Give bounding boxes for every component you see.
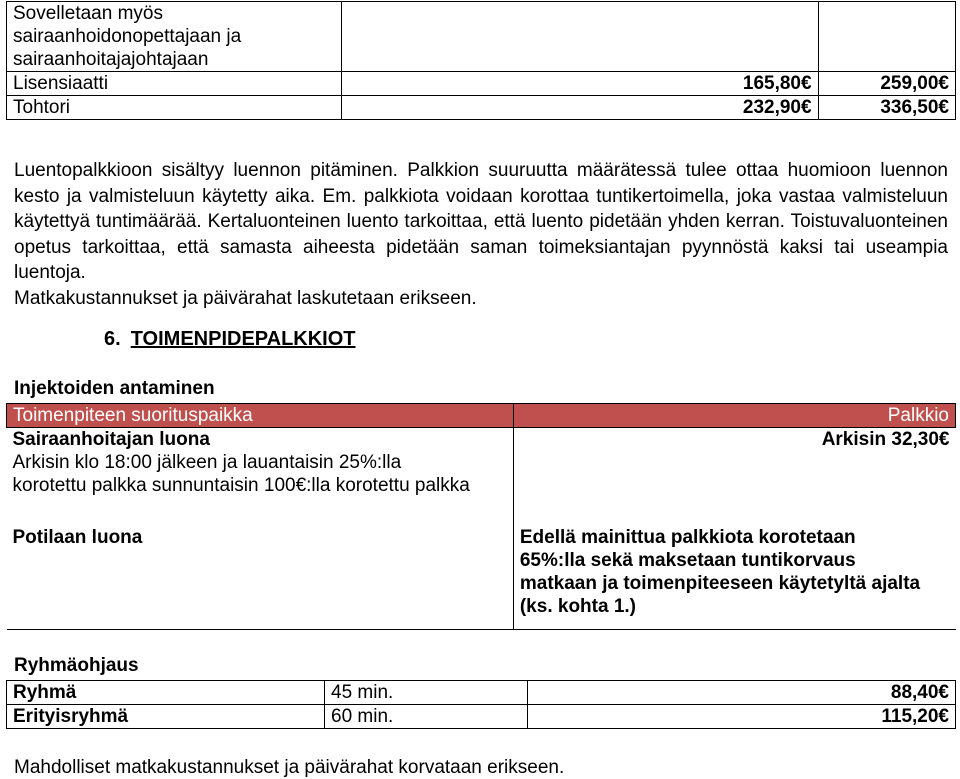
section-number: 6. <box>104 328 121 350</box>
table-row <box>7 705 956 729</box>
table-row <box>7 428 956 452</box>
group-label: Erityisryhmä <box>7 705 325 729</box>
section-heading <box>104 328 356 351</box>
fee-row-value2: 259,00€ <box>818 72 955 96</box>
procedure-table <box>6 403 956 630</box>
travel-costs-note: Matkakustannukset ja päivärahat laskutetaan erikseen. <box>14 287 477 309</box>
group-fee: 88,40€ <box>528 681 956 705</box>
header-fee: Palkkio <box>513 404 955 428</box>
fee-row-value2: 336,50€ <box>818 96 955 120</box>
fee-table <box>6 1 956 120</box>
lecture-paragraph <box>14 158 948 311</box>
empty-cell <box>513 451 955 526</box>
group-label: Ryhmä <box>7 681 325 705</box>
footer-note: Mahdolliset matkakustannukset ja päivärahat korvataan erikseen. <box>14 757 565 778</box>
table-row <box>7 72 956 96</box>
table-row <box>7 451 956 526</box>
fee-table-empty-cell <box>341 2 818 72</box>
nurse-surcharge-note: Arkisin klo 18:00 jälkeen ja lauantaisin 25%:lla korotettu palkka sunnuntaisin 100€:lla korotettu palkka <box>12 452 470 496</box>
group-guidance-heading: Ryhmäohjaus <box>14 655 139 676</box>
table-row <box>7 96 956 120</box>
injections-heading: Injektoiden antaminen <box>14 378 215 399</box>
fee-row-value1: 165,80€ <box>341 72 818 96</box>
fee-patient: Edellä mainittua palkkiota korotetaan 65%:lla sekä maksetaan tuntikorvaus matkaan ja toimenpiteeseen käytetyltä ajalta (ks. kohta 1.) <box>513 526 955 630</box>
fee-row-label: Lisensiaatti <box>7 72 342 96</box>
place-patient: Potilaan luona <box>7 526 514 630</box>
group-duration: 45 min. <box>325 681 528 705</box>
group-table <box>6 680 956 729</box>
table-row <box>7 681 956 705</box>
place-nurse: Sairaanhoitajan luona <box>12 429 210 450</box>
fee-row-value1: 232,90€ <box>341 96 818 120</box>
fee-row-label: Tohtori <box>7 96 342 120</box>
header-place: Toimenpiteen suorituspaikka <box>7 404 514 428</box>
table-row <box>7 526 956 630</box>
lecture-paragraph-text: Luentopalkkioon sisältyy luennon pitäminen. Palkkion suuruutta määrätessä tulee ottaa huomioon luennon kesto ja valmisteluun käytetty aika. Em. palkkiota voidaan korottaa tuntikertoimella, joka vastaa valmisteluun käytettyä tuntimäärää. Kertaluonteinen luento tarkoittaa, että luento pidetään yhden kerran. Toistuvaluonteinen opetus tarkoittaa, että samasta aiheesta pidetään saman toimeksiantajan pyynnöstä kaksi tai useampia luentoja. <box>14 160 948 283</box>
procedure-table-header <box>7 404 956 428</box>
fee-table-empty-cell <box>818 2 955 72</box>
fee-table-header-label: Sovelletaan myös sairaanhoidonopettajaan ja sairaanhoitajajohtajaan <box>7 2 342 72</box>
group-fee: 115,20€ <box>528 705 956 729</box>
fee-nurse: Arkisin 32,30€ <box>513 428 955 452</box>
fee-table-header-row <box>7 2 956 72</box>
group-duration: 60 min. <box>325 705 528 729</box>
section-title: TOIMENPIDEPALKKIOT <box>130 328 356 350</box>
